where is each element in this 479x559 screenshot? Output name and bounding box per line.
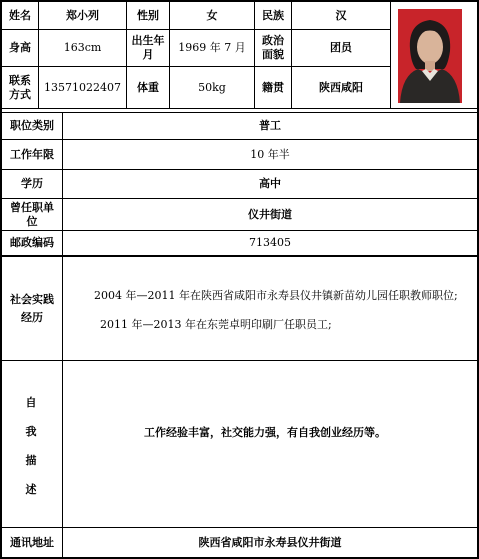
experience-label-line1: 社会实践 — [10, 292, 54, 306]
experience-label — [2, 257, 62, 360]
height-value: 163cm — [63, 41, 102, 54]
profile-photo — [398, 9, 462, 103]
name-value: 郑小列 — [66, 8, 99, 22]
former-employer-value: 仪井街道 — [248, 207, 292, 221]
col-line-6 — [390, 0, 391, 108]
former-employer-label-line2: 位 — [26, 214, 38, 228]
origin-label: 籍贯 — [262, 80, 284, 94]
gender-label: 性别 — [137, 8, 159, 22]
self-desc-text: 工作经验丰富，社交能力强，有自我创业经历等。 — [144, 426, 386, 439]
education-value: 高中 — [259, 177, 281, 190]
contact-label — [2, 67, 38, 108]
weight-value: 50kg — [198, 80, 226, 94]
gender-value: 女 — [206, 8, 218, 22]
postal-label: 邮政编码 — [10, 236, 54, 249]
weight-label: 体重 — [137, 80, 159, 94]
contact-label-line1: 联系 — [9, 73, 31, 87]
height-label: 身高 — [9, 41, 31, 54]
experience-label-line2: 经历 — [21, 310, 43, 324]
origin-value: 陕西咸阳 — [319, 80, 363, 94]
contact-value: 13571022407 — [44, 80, 121, 94]
self-desc-label-char-2: 我 — [25, 425, 37, 438]
self-desc-label-char-1: 自 — [25, 396, 37, 409]
name-label: 姓名 — [9, 8, 31, 22]
self-desc-label-char-3: 描 — [25, 454, 37, 467]
birth-label — [127, 30, 169, 66]
row-line-8 — [0, 255, 479, 257]
political-label-line1: 政治 — [262, 34, 284, 47]
birth-label-line2: 月 — [142, 48, 154, 61]
years-value: 10 年半 — [250, 147, 290, 161]
experience-line-1: 2004 年—2011 年在陕西省咸阳市永寿县仪井镇新苗幼儿园任职教师职位; — [94, 289, 458, 302]
education-label: 学历 — [21, 177, 43, 190]
address-value: 陕西省咸阳市永寿县仪井街道 — [198, 535, 342, 549]
contact-label-line2: 方式 — [9, 87, 31, 101]
political-label-line2: 面貌 — [262, 48, 284, 61]
row-line-9 — [0, 360, 479, 361]
ethnicity-value: 汉 — [335, 8, 347, 22]
years-label: 工作年限 — [10, 147, 54, 161]
postal-value: 713405 — [249, 236, 291, 249]
political-value: 团员 — [330, 41, 352, 54]
portrait-image — [398, 9, 462, 103]
former-employer-label-line1: 曾任职单 — [10, 200, 54, 214]
row-line-3 — [0, 108, 479, 109]
category-value: 普工 — [259, 119, 281, 132]
birth-label-line1: 出生年 — [131, 34, 165, 47]
former-employer-label — [2, 199, 62, 230]
face-shape — [417, 30, 443, 64]
birth-value: 1969 年 7 月 — [178, 41, 246, 54]
self-desc-label-char-4: 述 — [25, 483, 37, 496]
ethnicity-label: 民族 — [262, 8, 284, 22]
address-label: 通讯地址 — [10, 535, 54, 549]
category-label: 职位类别 — [10, 119, 54, 132]
political-label — [255, 30, 291, 66]
experience-line-2: 2011 年—2013 年在东莞卓明印刷厂任职员工; — [100, 318, 332, 331]
